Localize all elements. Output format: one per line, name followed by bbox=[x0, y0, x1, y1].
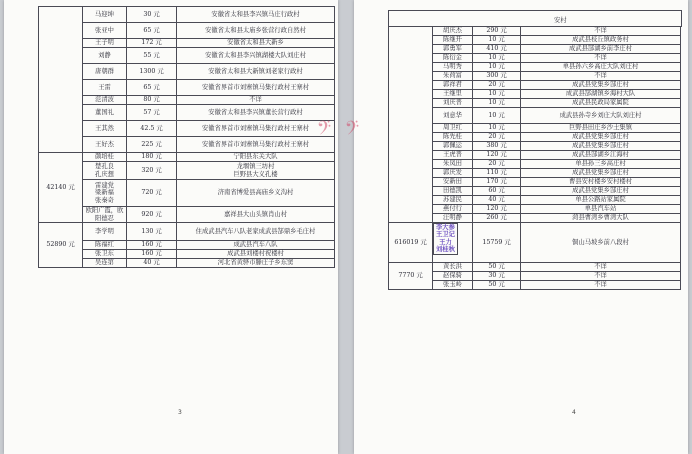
amount-cell: 110 元 bbox=[473, 169, 521, 178]
origin-cell: 安徽省太和县大新镇刘老家行政村 bbox=[177, 64, 335, 80]
table-row bbox=[39, 223, 335, 241]
amount-cell: 65 元 bbox=[127, 23, 177, 39]
amount-cell: 170 元 bbox=[473, 178, 521, 187]
amount-cell: 55 元 bbox=[127, 48, 177, 64]
table-row bbox=[389, 169, 681, 178]
table-row bbox=[389, 45, 681, 54]
table-row bbox=[39, 7, 335, 23]
origin-cell: 安徽省太和县大新乡 bbox=[177, 39, 335, 48]
origin-cell: 不详 bbox=[521, 54, 681, 63]
top-continuation-text: 安村 bbox=[554, 17, 567, 24]
origin-cell: 成武县党集乡郜庄村 bbox=[521, 133, 681, 142]
right-page bbox=[343, 0, 688, 454]
donor-name-cell: 汪明静 bbox=[433, 214, 473, 223]
donor-name-cell: 陈继开 bbox=[433, 36, 473, 45]
amount-cell: 160 元 bbox=[127, 250, 177, 259]
donor-name-cell: 欧阳广霞，欧阳德忍 bbox=[83, 207, 127, 223]
donor-name-cell: 张玉岭 bbox=[433, 281, 473, 290]
donor-name-cell: 李大参 王卫记 王力 刘桂秋 bbox=[433, 223, 458, 255]
origin-cell: 曹县安村楼乡安村楼村 bbox=[521, 178, 681, 187]
donor-name-cell: 刘静 bbox=[83, 48, 127, 64]
table-row bbox=[389, 178, 681, 187]
amount-cell: 380 元 bbox=[473, 142, 521, 151]
table-row bbox=[39, 207, 335, 223]
table-row bbox=[389, 90, 681, 99]
amount-cell: 130 元 bbox=[127, 223, 177, 241]
amount-cell: 120 元 bbox=[473, 205, 521, 214]
table-row bbox=[389, 263, 681, 272]
origin-cell: 巨野县田庄乡沙土集镇 bbox=[521, 124, 681, 133]
amount-cell: 30 元 bbox=[127, 7, 177, 23]
origin-cell: 成武县党集乡郜庄村 bbox=[521, 187, 681, 196]
amount-cell: 40 元 bbox=[127, 259, 177, 268]
table-row bbox=[389, 205, 681, 214]
group-total-cell: 42140 元 bbox=[39, 153, 83, 223]
origin-cell: 成武县孙寺乡刘庄大队刘庄村 bbox=[521, 108, 681, 124]
donor-name-cell: 刘庆普 bbox=[433, 99, 473, 108]
origin-cell: 不详 bbox=[177, 96, 335, 105]
origin-cell: 单县孙六乡高庄大队刘庄村 bbox=[521, 63, 681, 72]
table-row bbox=[39, 23, 335, 39]
donor-name-cell: 黄长洪 bbox=[433, 263, 473, 272]
table-row bbox=[39, 153, 335, 162]
origin-cell: 住成武县汽车八队老家成武县郜鼎乡毛庄村 bbox=[177, 223, 335, 241]
origin-cell: 不详 bbox=[521, 281, 681, 290]
origin-cell: 成武县枝丘镇政务村 bbox=[521, 36, 681, 45]
amount-cell: 720 元 bbox=[127, 180, 177, 207]
donor-name-cell: 郭庆发 bbox=[433, 169, 473, 178]
donor-name-cell: 刘意华 bbox=[433, 108, 473, 124]
left-page bbox=[4, 0, 338, 454]
donor-name-cell: 苏建民 bbox=[433, 196, 473, 205]
origin-cell: 成武县郜湖乡前李庄村 bbox=[521, 45, 681, 54]
amount-cell: 410 元 bbox=[473, 45, 521, 54]
table-row bbox=[389, 187, 681, 196]
donor-name-cell: 陈衍金 bbox=[433, 54, 473, 63]
table-row bbox=[39, 80, 335, 96]
table-row bbox=[389, 133, 681, 142]
table-row bbox=[39, 105, 335, 121]
page-number: 4 bbox=[572, 409, 576, 416]
left-ledger-body bbox=[39, 7, 335, 268]
origin-cell: 单县公路站家属院 bbox=[521, 196, 681, 205]
amount-cell: 20 元 bbox=[473, 133, 521, 142]
table-row bbox=[389, 196, 681, 205]
donor-name-cell: 安新田 bbox=[433, 178, 473, 187]
amount-cell: 30 元 bbox=[473, 272, 521, 281]
table-row bbox=[39, 48, 335, 64]
donor-name-cell: 董国礼 bbox=[83, 105, 127, 121]
origin-cell: 成武县郜湖镇乡海村大队 bbox=[521, 90, 681, 99]
amount-cell: 172 元 bbox=[127, 39, 177, 48]
amount-cell: 65 元 bbox=[127, 80, 177, 96]
amount-cell: 10 元 bbox=[473, 124, 521, 133]
donor-name-cell: 唐朝群 bbox=[83, 64, 127, 80]
amount-cell: 160 元 bbox=[127, 241, 177, 250]
donor-name-cell: 陈福红 bbox=[83, 241, 127, 250]
amount-cell: 42.5 元 bbox=[127, 121, 177, 137]
donor-name-cell: 王好杰 bbox=[83, 137, 127, 153]
donor-name-cell: 王其然 bbox=[83, 121, 127, 137]
origin-cell: 安徽省太和县太庙乡张营行政自然村 bbox=[177, 23, 335, 39]
origin-cell: 铜山马坡乡前八段村 bbox=[521, 223, 681, 263]
origin-cell: 济南省博爱县高庙乡义沟村 bbox=[177, 180, 335, 207]
origin-cell: 河北省黄骅市滕庄子乡东窦 bbox=[177, 259, 335, 268]
donor-name-cell: 马迎坤 bbox=[83, 7, 127, 23]
amount-cell: 290 元 bbox=[473, 27, 521, 36]
table-row bbox=[389, 63, 681, 72]
table-row bbox=[389, 124, 681, 133]
right-ledger-body bbox=[389, 27, 681, 290]
page-number: 3 bbox=[178, 409, 182, 416]
origin-cell: 不详 bbox=[521, 72, 681, 81]
table-row bbox=[389, 272, 681, 281]
donor-name-cell: 颜培桂 bbox=[83, 153, 127, 162]
red-ink-mark: 𝄢 bbox=[343, 116, 363, 145]
amount-cell: 10 元 bbox=[473, 108, 521, 124]
table-row bbox=[389, 151, 681, 160]
amount-cell: 50 元 bbox=[473, 263, 521, 272]
amount-cell: 1300 元 bbox=[127, 64, 177, 80]
table-row bbox=[389, 27, 681, 36]
origin-cell: 安徽省界首市刘寨镇马集行政村王寨村 bbox=[177, 137, 335, 153]
amount-cell: 920 元 bbox=[127, 207, 177, 223]
table-row bbox=[389, 99, 681, 108]
origin-cell: 成武县党集乡郜庄村 bbox=[521, 169, 681, 178]
table-row bbox=[389, 108, 681, 124]
donor-name-cell: 郭佩运 bbox=[433, 142, 473, 151]
table-row bbox=[39, 241, 335, 250]
amount-cell: 57 元 bbox=[127, 105, 177, 121]
amount-cell: 15759 元 bbox=[473, 223, 521, 263]
donor-name-cell: 燕付行 bbox=[433, 205, 473, 214]
table-row bbox=[389, 223, 681, 263]
origin-cell: 不详 bbox=[521, 27, 681, 36]
origin-cell: 不详 bbox=[521, 263, 681, 272]
amount-cell: 300 元 bbox=[473, 72, 521, 81]
donor-name-cell: 陈先桂 bbox=[433, 133, 473, 142]
table-row bbox=[39, 39, 335, 48]
amount-cell: 260 元 bbox=[473, 214, 521, 223]
amount-cell: 60 元 bbox=[473, 187, 521, 196]
amount-cell: 180 元 bbox=[127, 153, 177, 162]
table-row bbox=[39, 64, 335, 80]
table-row bbox=[39, 180, 335, 207]
origin-cell: 成武县刘楼村祝楼村 bbox=[177, 250, 335, 259]
amount-cell: 10 元 bbox=[473, 36, 521, 45]
origin-cell: 安徽省界首市刘寨镇马集行政村王寨村 bbox=[177, 80, 335, 96]
group-total-cell: 7770 元 bbox=[389, 263, 433, 290]
origin-cell: 安徽省太和县李兴镇湖楼大队刘庄村 bbox=[177, 48, 335, 64]
donor-name-cell: 田德凯 bbox=[433, 187, 473, 196]
donor-name-cell: 王雷 bbox=[83, 80, 127, 96]
right-ledger-table bbox=[388, 26, 681, 290]
origin-cell: 菏县曹湾乡曹湾大队 bbox=[521, 214, 681, 223]
amount-cell: 20 元 bbox=[473, 81, 521, 90]
table-row bbox=[39, 96, 335, 105]
table-row bbox=[389, 36, 681, 45]
amount-cell: 80 元 bbox=[127, 96, 177, 105]
donor-name-cell: 郭勇军 bbox=[433, 45, 473, 54]
table-row bbox=[389, 281, 681, 290]
amount-cell: 320 元 bbox=[127, 162, 177, 180]
origin-cell: 成武县党集乡郜庄村 bbox=[521, 81, 681, 90]
amount-cell: 10 元 bbox=[473, 99, 521, 108]
table-row bbox=[389, 160, 681, 169]
amount-cell: 120 元 bbox=[473, 151, 521, 160]
amount-cell: 10 元 bbox=[473, 63, 521, 72]
donor-name-cell: 朱凤田 bbox=[433, 160, 473, 169]
origin-cell: 成武县党集乡郜庄村 bbox=[521, 142, 681, 151]
origin-cell: 宁阳县东关大队 bbox=[177, 153, 335, 162]
table-row bbox=[39, 162, 335, 180]
group-total-cell: 616019 元 bbox=[389, 223, 433, 263]
table-row bbox=[39, 121, 335, 137]
donor-name-cell: 楚孔良 孔庆想 bbox=[83, 162, 127, 180]
top-continuation-row bbox=[388, 10, 682, 27]
donor-name-cell: 雷建党 梁新福 张秦奇 bbox=[83, 180, 127, 207]
origin-cell: 成武县民政局家属院 bbox=[521, 99, 681, 108]
table-row bbox=[389, 81, 681, 90]
donor-name-cell: 王虎普 bbox=[433, 151, 473, 160]
origin-cell: 龙堌镇三坊村 巨野县大义孔楼 bbox=[177, 162, 335, 180]
donor-name-cell: 郭祥君 bbox=[433, 81, 473, 90]
amount-cell: 40 元 bbox=[473, 196, 521, 205]
group-total-cell: 52890 元 bbox=[39, 223, 83, 268]
donor-name-cell: 周卫红 bbox=[433, 124, 473, 133]
donor-name-cell: 朱荷富 bbox=[433, 72, 473, 81]
origin-cell: 单县汽车站 bbox=[521, 205, 681, 214]
amount-cell: 10 元 bbox=[473, 90, 521, 99]
table-row bbox=[39, 137, 335, 153]
donor-name-cell: 赵保骑 bbox=[433, 272, 473, 281]
table-row bbox=[389, 142, 681, 151]
group-total-cell bbox=[39, 7, 83, 153]
amount-cell: 20 元 bbox=[473, 160, 521, 169]
table-row bbox=[39, 259, 335, 268]
donor-name-cell: 马明秀 bbox=[433, 63, 473, 72]
donor-name-cell: 范清波 bbox=[83, 96, 127, 105]
origin-cell: 安徽省太和县李兴镇马庄行政村 bbox=[177, 7, 335, 23]
table-row bbox=[389, 72, 681, 81]
table-row bbox=[389, 54, 681, 63]
donor-name-cell: 王继里 bbox=[433, 90, 473, 99]
amount-cell: 50 元 bbox=[473, 281, 521, 290]
donor-name-cell: 李学明 bbox=[83, 223, 127, 241]
origin-cell: 成武县汽车八队 bbox=[177, 241, 335, 250]
left-ledger-table bbox=[38, 6, 335, 268]
donor-name-cell: 王子明 bbox=[83, 39, 127, 48]
red-ink-mark: 𝄢 bbox=[315, 116, 335, 145]
amount-cell: 225 元 bbox=[127, 137, 177, 153]
origin-cell: 不详 bbox=[521, 272, 681, 281]
origin-cell: 嘉祥县大山头镇肖山村 bbox=[177, 207, 335, 223]
group-total-cell bbox=[389, 27, 433, 223]
donor-name-cell: 胡庆杰 bbox=[433, 27, 473, 36]
table-row bbox=[389, 214, 681, 223]
origin-cell: 成武县郜湖乡江海村 bbox=[521, 151, 681, 160]
donor-name-cell: 张卫东 bbox=[83, 250, 127, 259]
origin-cell: 安徽省界首市刘寨镇马集行政村王寨村 bbox=[177, 121, 335, 137]
donor-name-cell: 张亚中 bbox=[83, 23, 127, 39]
table-row bbox=[39, 250, 335, 259]
amount-cell: 10 元 bbox=[473, 54, 521, 63]
donor-name-cell: 吴连第 bbox=[83, 259, 127, 268]
origin-cell: 安徽省太和县李兴镇董长营行政村 bbox=[177, 105, 335, 121]
origin-cell: 单县孙三乡高庄村 bbox=[521, 160, 681, 169]
